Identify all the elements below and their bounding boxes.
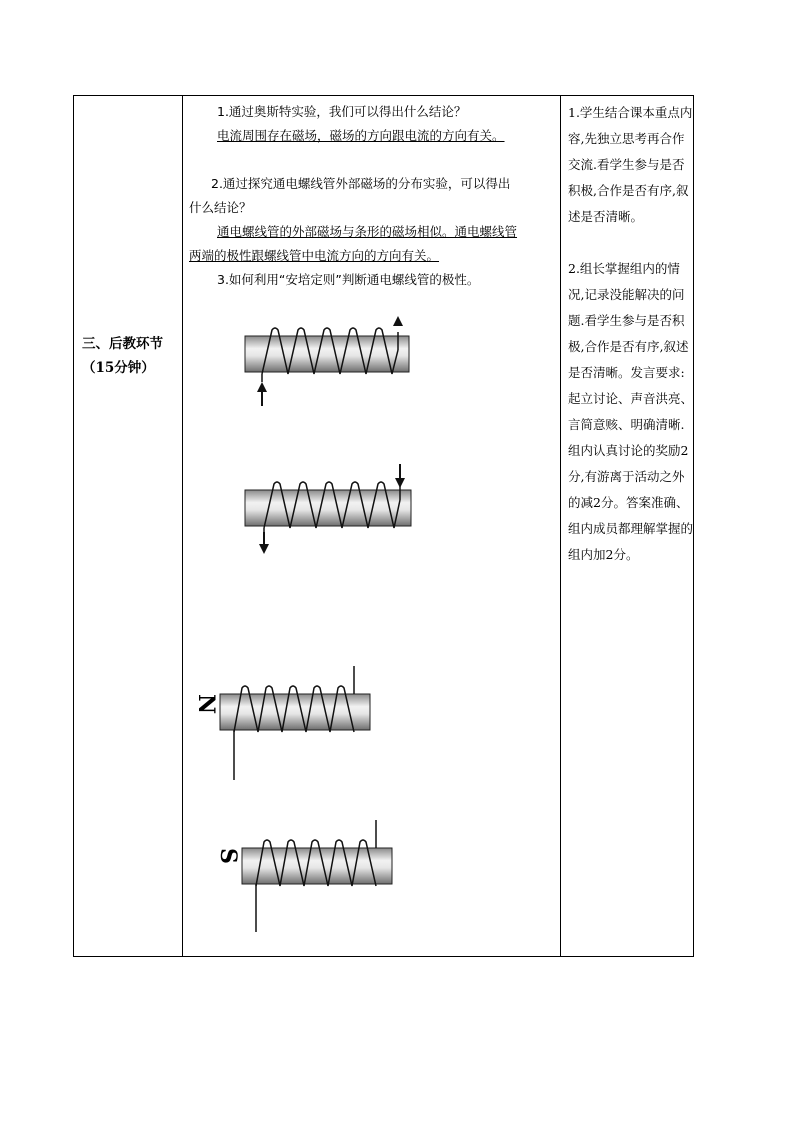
solenoid-figure-n [193,664,386,784]
stage-cell [82,332,182,380]
question-2-cont: 什么结论？ [189,200,252,215]
question-2: 2.通过探究通电螺线管外部磁场的分布实验，可以得出 [211,176,511,191]
column-divider [182,96,183,956]
notes-cell [568,100,693,568]
answer-2-cont: 两端的极性跟螺线管中电流方向的方向有关。 [189,248,440,263]
question-3: 3.如何利用“安培定则”判断通电螺线管的极性。 [217,272,480,287]
notes-paragraph-2: 2.组长掌握组内的情况,记录没能解决的问题.看学生参与是否积极,合作是否有序,叙述是否清晰。发言要求:起立讨论、声音洪亮、言简意赅、明确清晰.组内认真讨论的奖励2分,有游离于活动之外的减2分。答案准确、组内成员都理解掌握的组内加2分。 [568,261,694,562]
pole-label-s: S [215,848,241,864]
stage-duration: （15分钟） [82,360,155,376]
stage-title: 三、后教环节 [82,336,163,352]
answer-2: 通电螺线管的外部磁场与条形的磁场相似。通电螺线管 [217,224,518,239]
answer-1: 电流周围存在磁场，磁场的方向跟电流的方向有关。 [217,128,505,143]
question-1: 1.通过奥斯特实验，我们可以得出什么结论？ [217,104,467,119]
notes-paragraph-1: 1.学生结合课本重点内容,先独立思考再合作交流.看学生参与是否积极,合作是否有序,叙述是否清晰。 [568,105,693,224]
content-cell [189,100,557,292]
column-divider [560,96,561,956]
solenoid-figure-1 [240,312,420,412]
solenoid-figure-s [216,818,406,938]
pole-label-n: N [193,694,219,715]
solenoid-figure-2 [240,460,420,560]
